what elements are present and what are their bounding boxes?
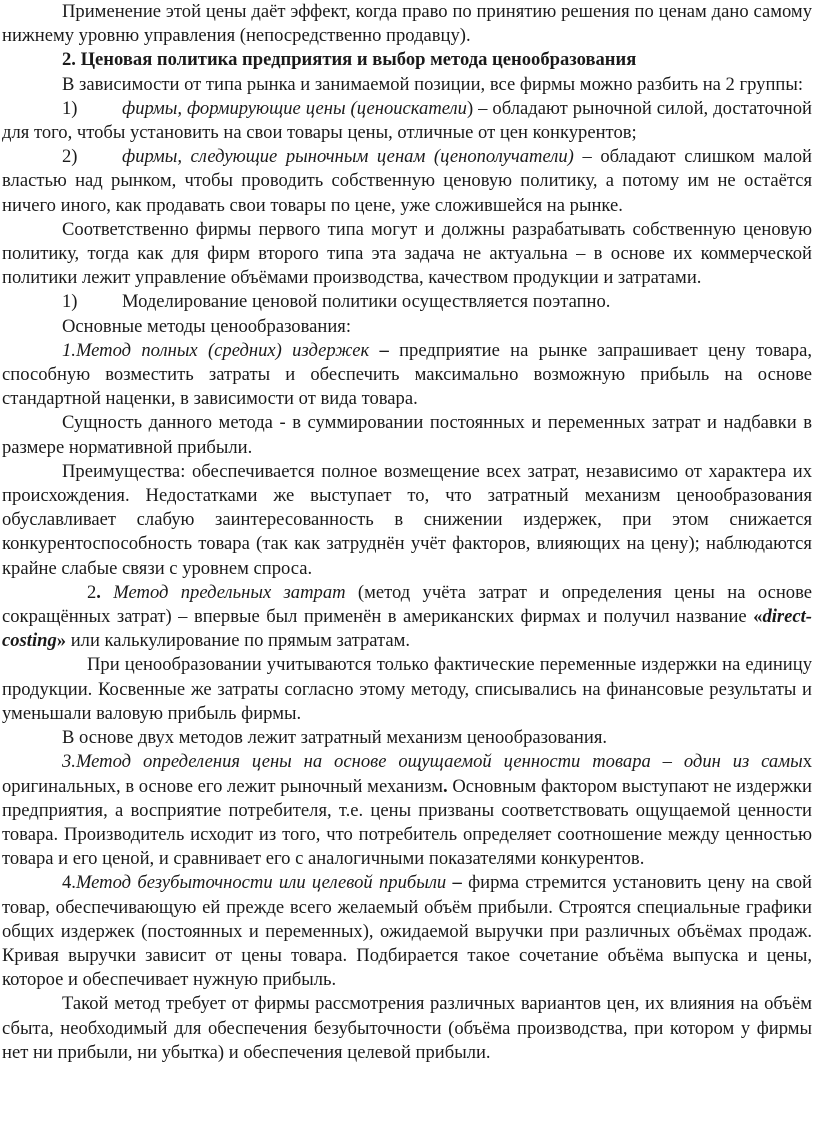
essence-paragraph: Сущность данного метода - в суммировании постоянных и переменных затрат и надбавки в размере нормативной прибыли.: [2, 412, 812, 458]
list-item-text: Моделирование ценовой политики осуществляется поэтапно.: [122, 291, 611, 313]
closing-paragraph: Такой метод требует от фирмы рассмотрения различных вариантов цен, их влияния на объём сбыта, необходимый для обеспечения безубыточности (объёма производства, при котором у фирмы нет ни прибыли, ни убытка) и обеспечения целевой прибыли.: [2, 993, 812, 1063]
method-text: фирма стремится установить цену на свой товар, обеспечивающую ей прежде всего желаемый объём прибыли. Строятся специальные графики общих издержек (постоянных и переменных), ожидаемой выручки при различных объёмах продаж. Кривая выручки зависит от цены товара. Подбирается такое сочетание объёма выпуска и цены, которое и обеспечивает нужную прибыль.: [2, 872, 813, 991]
cost-mechanism-paragraph: В основе двух методов лежит затратный механизм ценообразования.: [62, 727, 608, 749]
list-item-price-seekers: [2, 97, 812, 145]
list-item-text: – обладают рыночной силой, достаточной для того, чтобы установить на свои товары цены, отличные от цен конкурентов;: [2, 97, 812, 144]
list-number: 1): [62, 291, 78, 313]
list-item-price-takers: [2, 145, 812, 218]
section-heading: 2. Ценовая политика предприятия и выбор метода ценообразования: [62, 49, 637, 71]
list-item-modeling: [2, 290, 812, 314]
term-close-paren: ): [466, 97, 474, 119]
quote-close: »: [56, 630, 67, 652]
list-number: 1): [62, 97, 78, 119]
variable-costs-paragraph: При ценообразовании учитываются только фактические переменные издержки на единицу продукции. Косвенные же затраты согласно этому методу, списывались на финансовые результаты и уменьшали валовую прибыль фирмы.: [2, 654, 812, 724]
method-text: предприятие на рынке запрашивает цену товара, способную возместить затраты и обеспечить максимально возможную прибыль на основе стандартной наценки, в зависимости от вида товара.: [2, 339, 812, 410]
method-title: Метод безубыточности или целевой прибыли: [75, 872, 447, 894]
list-item-text: – обладают слишком малой властью над рынком, чтобы проводить собственную ценовую политику, а потому им не остаётся ничего иного, как продавать свои товары по цене, уже сложившейся на рынке.: [2, 146, 812, 216]
dash: –: [369, 339, 389, 361]
method-title: 3.Метод определения цены на основе ощущаемой ценности товара – один из самы: [62, 751, 803, 773]
term-direct-costing: direct-costing: [2, 606, 812, 652]
method-break-even-paragraph: [2, 871, 812, 992]
method-text: х оригинальных, в основе его лежит рыночный механизм: [2, 751, 812, 797]
groups-intro-paragraph: В зависимости от типа рынка и занимаемой позиции, все фирмы можно разбить на 2 группы:: [62, 73, 804, 95]
sentence-dot: .: [443, 775, 448, 797]
method-title: 1.Метод полных (средних) издержек: [62, 339, 370, 361]
document-page: [2, 0, 812, 1065]
quote-open: «: [753, 606, 763, 628]
methods-intro-paragraph: Основные методы ценообразования:: [62, 315, 352, 337]
method-perceived-value-paragraph: [2, 750, 812, 871]
method-full-costs-paragraph: [2, 339, 812, 412]
method-title: Метод предельных затрат: [100, 581, 346, 603]
method-text: или калькулирование по прямым затратам.: [66, 630, 411, 652]
method-number-dot: .: [96, 581, 101, 603]
term-price-takers: фирмы, следующие рыночным ценам (ценополучатели): [122, 146, 574, 168]
intro-paragraph: Применение этой цены даёт эффект, когда право по принятию решения по ценам дано самому нижнему уровню управления (непосредственно продавцу).: [2, 1, 812, 47]
dash: –: [446, 872, 462, 894]
method-number: 4.: [62, 872, 76, 894]
method-text: Основным фактором выступают не издержки предприятия, а восприятие потребителя, т.е. цены призваны соответствовать ощущаемой ценности товара. Производитель исходит из того, что потребитель определяет соотношение между ценностью товара и его ценой, и сравнивает его с аналогичными показателями конкурентов.: [2, 775, 812, 870]
method-number: 2: [87, 581, 97, 603]
policy-paragraph: Соответственно фирмы первого типа могут и должны разрабатывать собственную ценовую политику, тогда как для фирм второго типа эта задача не актуальна – в основе их коммерческой политики лежит управление объёмами производства, качеством продукции и затратами.: [2, 218, 812, 289]
advantages-paragraph: Преимущества: обеспечивается полное возмещение всех затрат, независимо от характера их происхождения. Недостатками же выступает то, что затратный механизм ценообразования обуславливает слабую заинтересованность в снижении издержек, при этом снижается конкурентоспособность товара (так как затруднён учёт факторов, влияющих на цену); наблюдаются крайне слабые связи с уровнем спроса.: [2, 460, 812, 579]
method-marginal-costs-paragraph: [2, 581, 812, 654]
term-price-seekers: фирмы, формирующие цены (ценоискатели: [122, 97, 467, 119]
list-number: 2): [62, 146, 78, 168]
method-text: (метод учёта затрат и определения цены на основе сокращённых затрат) – впервые был применён в американских фирмах и получил название: [2, 581, 812, 628]
